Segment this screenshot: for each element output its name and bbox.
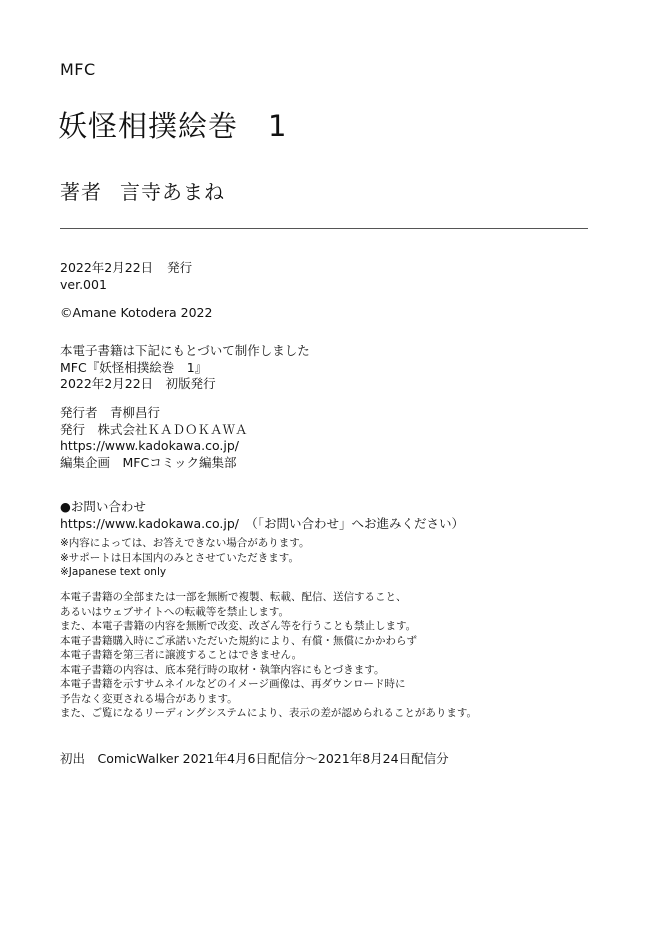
legal-line: 本電子書籍を示すサムネイルなどのイメージ画像は、再ダウンロード時に [60,678,406,690]
inquiry-note: ※Japanese text only [60,566,167,578]
publisher-line: 発行者 青柳昌行 [60,405,161,420]
source-line: 本電子書籍は下記にもとづいて制作しました [60,343,310,358]
source-info [60,343,310,393]
legal-line: 本電子書籍を第三者に譲渡することはできません。 [60,649,303,661]
first-publication: 初出 ComicWalker 2021年4月6日配信分～2021年8月24日配信分 [60,751,449,766]
legal-line: 予告なく変更される場合があります。 [60,692,238,705]
legal-line: 本電子書籍購入時にご承諾いただいた規約により、有償・無償にかかわらず [60,634,417,647]
publisher-line: 編集企画 MFCコミック編集部 [60,454,237,470]
author-role: 著者 [60,180,102,204]
release-info [60,260,192,293]
source-line: MFC『妖怪相撲絵巻 1』 [60,359,208,375]
volume-number: 1 [268,109,288,143]
publisher-info [60,405,248,471]
author-line [60,176,225,205]
author-name: 言寺あまね [120,180,225,204]
release-date: 2022年2月22日 [60,260,154,275]
publisher-url[interactable]: https://www.kadokawa.co.jp/ [60,438,239,453]
inquiry-url[interactable]: https://www.kadokawa.co.jp/ （「お問い合わせ」へお進みください） [60,515,464,531]
inquiry-heading: ●お問い合わせ [60,499,146,514]
inquiry-note: ※内容によっては、お答えできない場合があります。 [60,537,310,549]
legal-line: 本電子書籍の全部または一部を無断で複製、転載、配信、送信すること、 [60,591,407,603]
copyright: ©Amane Kotodera 2022 [60,305,213,320]
publisher-line: 発行 株式会社ＫＡＤＯＫＡＷＡ [60,421,248,437]
legal-notice [60,590,477,721]
release-date-line [60,260,192,277]
legal-line: また、本電子書籍の内容を無断で改変、改ざん等を行うことも禁止します。 [60,620,417,632]
version: ver.001 [60,276,107,292]
source-line: 2022年2月22日 初版発行 [60,376,216,391]
divider [60,228,588,229]
inquiry-section [60,499,464,532]
book-title-main: 妖怪相撲絵巻 [58,109,239,143]
imprint-label: MFC [60,60,96,79]
book-title [58,104,287,145]
inquiry-notes [60,536,309,580]
legal-line: あるいはウェブサイトへの転載等を禁止します。 [60,605,290,618]
legal-line: 本電子書籍の内容は、底本発行時の取材・執筆内容にもとづきます。 [60,663,385,676]
release-type: 発行 [167,260,193,275]
legal-line: また、ご覧になるリーディングシステムにより、表示の差が認められることがあります。 [60,707,478,719]
inquiry-note: ※サポートは日本国内のみとさせていただきます。 [60,551,299,564]
